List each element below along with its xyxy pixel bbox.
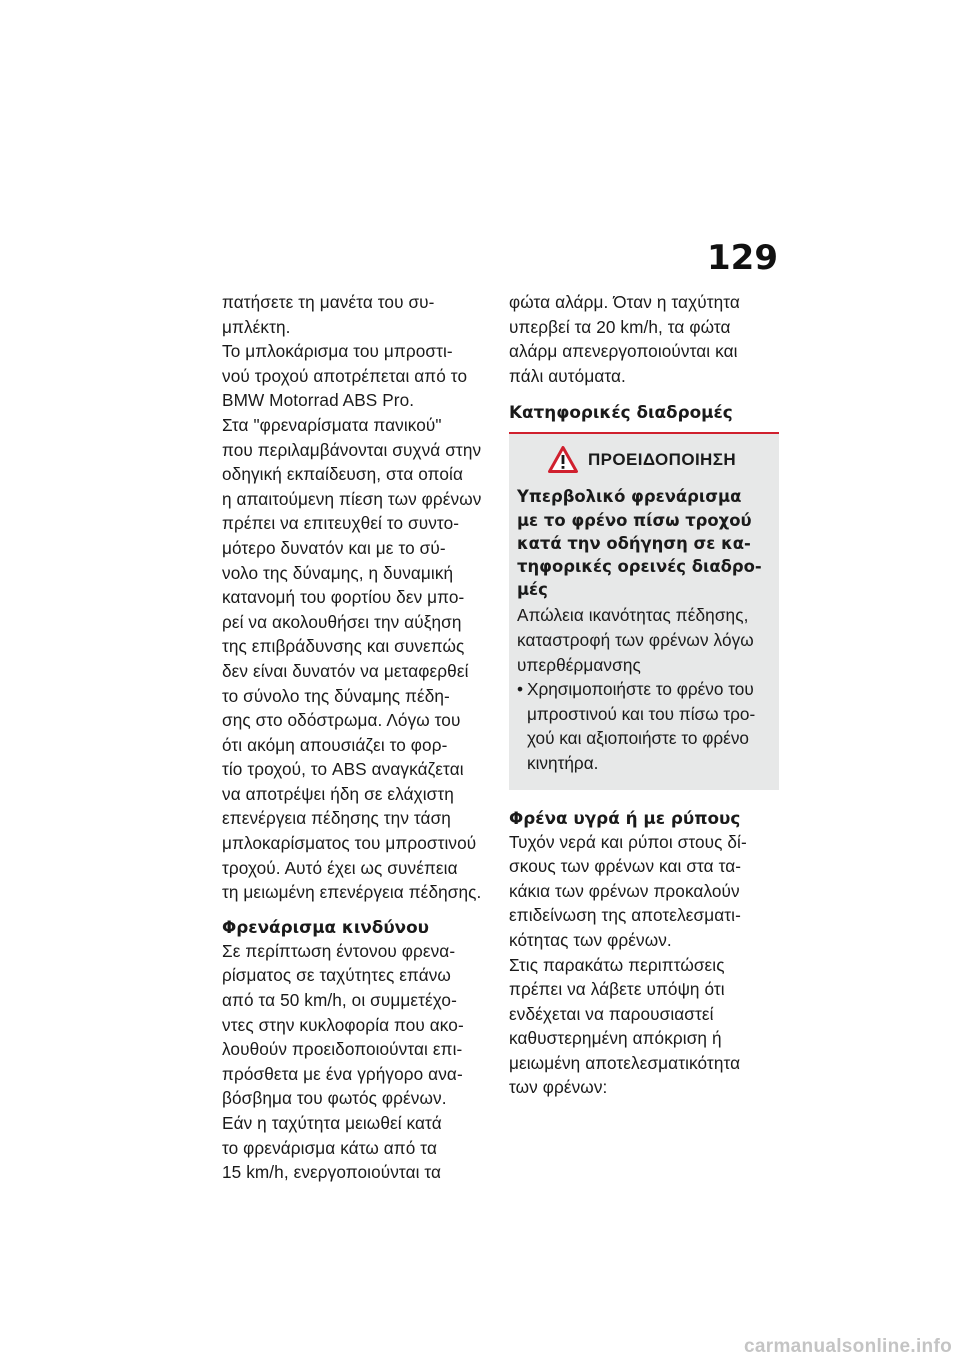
- text-line: Υπερβολικό φρενάρισμα: [517, 487, 742, 507]
- text-line: τηφορικές ορεινές διαδρο-: [517, 556, 762, 576]
- text-line: τίο τροχού, το ABS αναγκάζεται: [222, 759, 464, 780]
- text-line: πρόσθετα με ένα γρήγορο ανα-: [222, 1063, 463, 1084]
- text-line: Σε περίπτωση έντονου φρενα-: [222, 940, 456, 961]
- text-line: των φρένων:: [509, 1077, 608, 1098]
- danger-braking-heading: Φρενάρισμα κινδύνου: [222, 916, 429, 937]
- text-line: καταστροφή των φρένων λόγω: [517, 629, 754, 650]
- text-line: που περιλαμβάνονται συχνά στην: [222, 439, 482, 460]
- text-line: ενδέχεται να παρουσιαστεί: [509, 1003, 714, 1024]
- text-line: ντες στην κυκλοφορία που ακο-: [222, 1014, 464, 1035]
- text-line: μές: [517, 580, 548, 600]
- text-line: υπερβεί τα 20 km/h, τα φώτα: [509, 316, 731, 337]
- text-line: Το μπλοκάρισμα του μπροστι-: [222, 341, 453, 362]
- text-line: πάλι αυτόματα.: [509, 365, 626, 386]
- text-line: το φρενάρισμα κάτω από τα: [222, 1137, 437, 1158]
- text-line: καθυστερημένη απόκριση ή: [509, 1028, 722, 1049]
- text-line: η απαιτούμενη πίεση των φρένων: [222, 488, 482, 509]
- text-line: τη μειωμένη επενέργεια πέδησης.: [222, 882, 482, 903]
- warning-title: ΠΡΟΕΙΔΟΠΟΙΗΣΗ: [587, 449, 737, 469]
- text-line: ρίσματος σε ταχύτητες επάνω: [222, 965, 451, 986]
- downhill-heading: Κατηφορικές διαδρομές: [509, 402, 733, 423]
- text-line: σκους των φρένων και στα τα-: [509, 856, 742, 877]
- text-line: Στις παρακάτω περιπτώσεις: [509, 954, 725, 975]
- text-line: αλάρμ απενεργοποιούνται και: [509, 341, 738, 362]
- bullet-icon: •: [517, 679, 524, 700]
- warning-hazard-statement: [517, 485, 771, 601]
- text-line: βόσβημα του φωτός φρένων.: [222, 1088, 447, 1109]
- intro-paragraph: [222, 290, 494, 905]
- warning-measure-text: [527, 677, 755, 775]
- text-line: ότι ακόμη απουσιάζει το φορ-: [222, 734, 448, 755]
- text-line: να αποτρέψει ήδη σε ελάχιστη: [222, 783, 454, 804]
- text-line: κότητας των φρένων.: [509, 929, 672, 950]
- text-line: της επιβράδυνσης και συνεπώς: [222, 636, 465, 657]
- text-line: υπερθέρμανσης: [517, 654, 641, 675]
- text-line: επενέργεια πέδησης την τάση: [222, 808, 451, 829]
- text-line: φώτα αλάρμ. Όταν η ταχύτητα: [509, 292, 740, 312]
- text-line: Χρησιμοποιήστε το φρένο του: [527, 679, 754, 700]
- text-line: νολο της δύναμης, η δυναμική: [222, 562, 454, 583]
- text-line: χού και αξιοποιήστε το φρένο: [527, 728, 749, 749]
- text-line: μπροστινού και του πίσω τρο-: [527, 703, 756, 724]
- text-line: μπλοκαρίσματος του μπροστινού: [222, 833, 477, 854]
- hazard-lights-paragraph: [509, 290, 779, 388]
- wet-brakes-paragraph: [509, 830, 779, 1101]
- text-line: δεν είναι δυνατόν να μεταφερθεί: [222, 660, 469, 681]
- text-line: κατά την οδήγηση σε κα-: [517, 533, 751, 553]
- warning-box: [509, 432, 779, 789]
- text-line: Στα "φρεναρίσματα πανικού": [222, 414, 442, 435]
- text-line: μότερο δυνατόν και με το σύ-: [222, 537, 446, 558]
- text-line: κάκια των φρένων προκαλούν: [509, 880, 740, 901]
- text-line: το σύνολο της δύναμης πέδη-: [222, 685, 450, 706]
- wet-brakes-heading: Φρένα υγρά ή με ρύπους: [509, 807, 741, 828]
- text-line: από τα 50 km/h, οι συμμετέχο-: [222, 990, 457, 1011]
- text-line: 15 km/h, ενεργοποιούνται τα: [222, 1162, 442, 1183]
- warning-header: [517, 446, 771, 473]
- text-line: Απώλεια ικανότητας πέδησης,: [517, 605, 749, 626]
- watermark-footer: carmanualsonline.info: [744, 1336, 952, 1357]
- text-line: τροχού. Αυτό έχει ως συνέπεια: [222, 857, 458, 878]
- text-line: ρεί να ακολουθήσει την αύξηση: [222, 611, 462, 632]
- text-line: λουθούν προειδοποιούνται επι-: [222, 1039, 463, 1060]
- page-number: 129: [707, 238, 778, 278]
- text-line: σης στο οδόστρωμα. Λόγω του: [222, 710, 461, 731]
- text-line: νού τροχού αποτρέπεται από το: [222, 365, 468, 386]
- warning-triangle-icon: [548, 446, 578, 473]
- text-line: κινητήρα.: [527, 752, 599, 773]
- danger-braking-paragraph: [222, 939, 494, 1185]
- right-column: [509, 290, 779, 1100]
- text-line: BMW Motorrad ABS Pro.: [222, 390, 415, 411]
- text-line: Εάν η ταχύτητα μειωθεί κατά: [222, 1113, 442, 1133]
- text-line: πρέπει να επιτευχθεί το συντο-: [222, 513, 460, 534]
- warning-measure-item: [517, 677, 771, 775]
- text-line: πατήσετε τη μανέτα του συ-: [222, 292, 435, 312]
- text-line: Τυχόν νερά και ρύποι στους δί-: [509, 831, 747, 852]
- text-line: επιδείνωση της αποτελεσματι-: [509, 905, 741, 926]
- text-line: οδηγική εκπαίδευση, στα οποία: [222, 464, 464, 485]
- warning-risk-statement: [517, 603, 771, 677]
- text-line: με το φρένο πίσω τροχού: [517, 510, 752, 530]
- text-line: πρέπει να λάβετε υπόψη ότι: [509, 979, 725, 1000]
- text-line: μειωμένη αποτελεσματικότητα: [509, 1052, 741, 1073]
- text-line: μπλέκτη.: [222, 316, 291, 337]
- left-column: [222, 290, 494, 1185]
- text-line: κατανομή του φορτίου δεν μπο-: [222, 587, 465, 608]
